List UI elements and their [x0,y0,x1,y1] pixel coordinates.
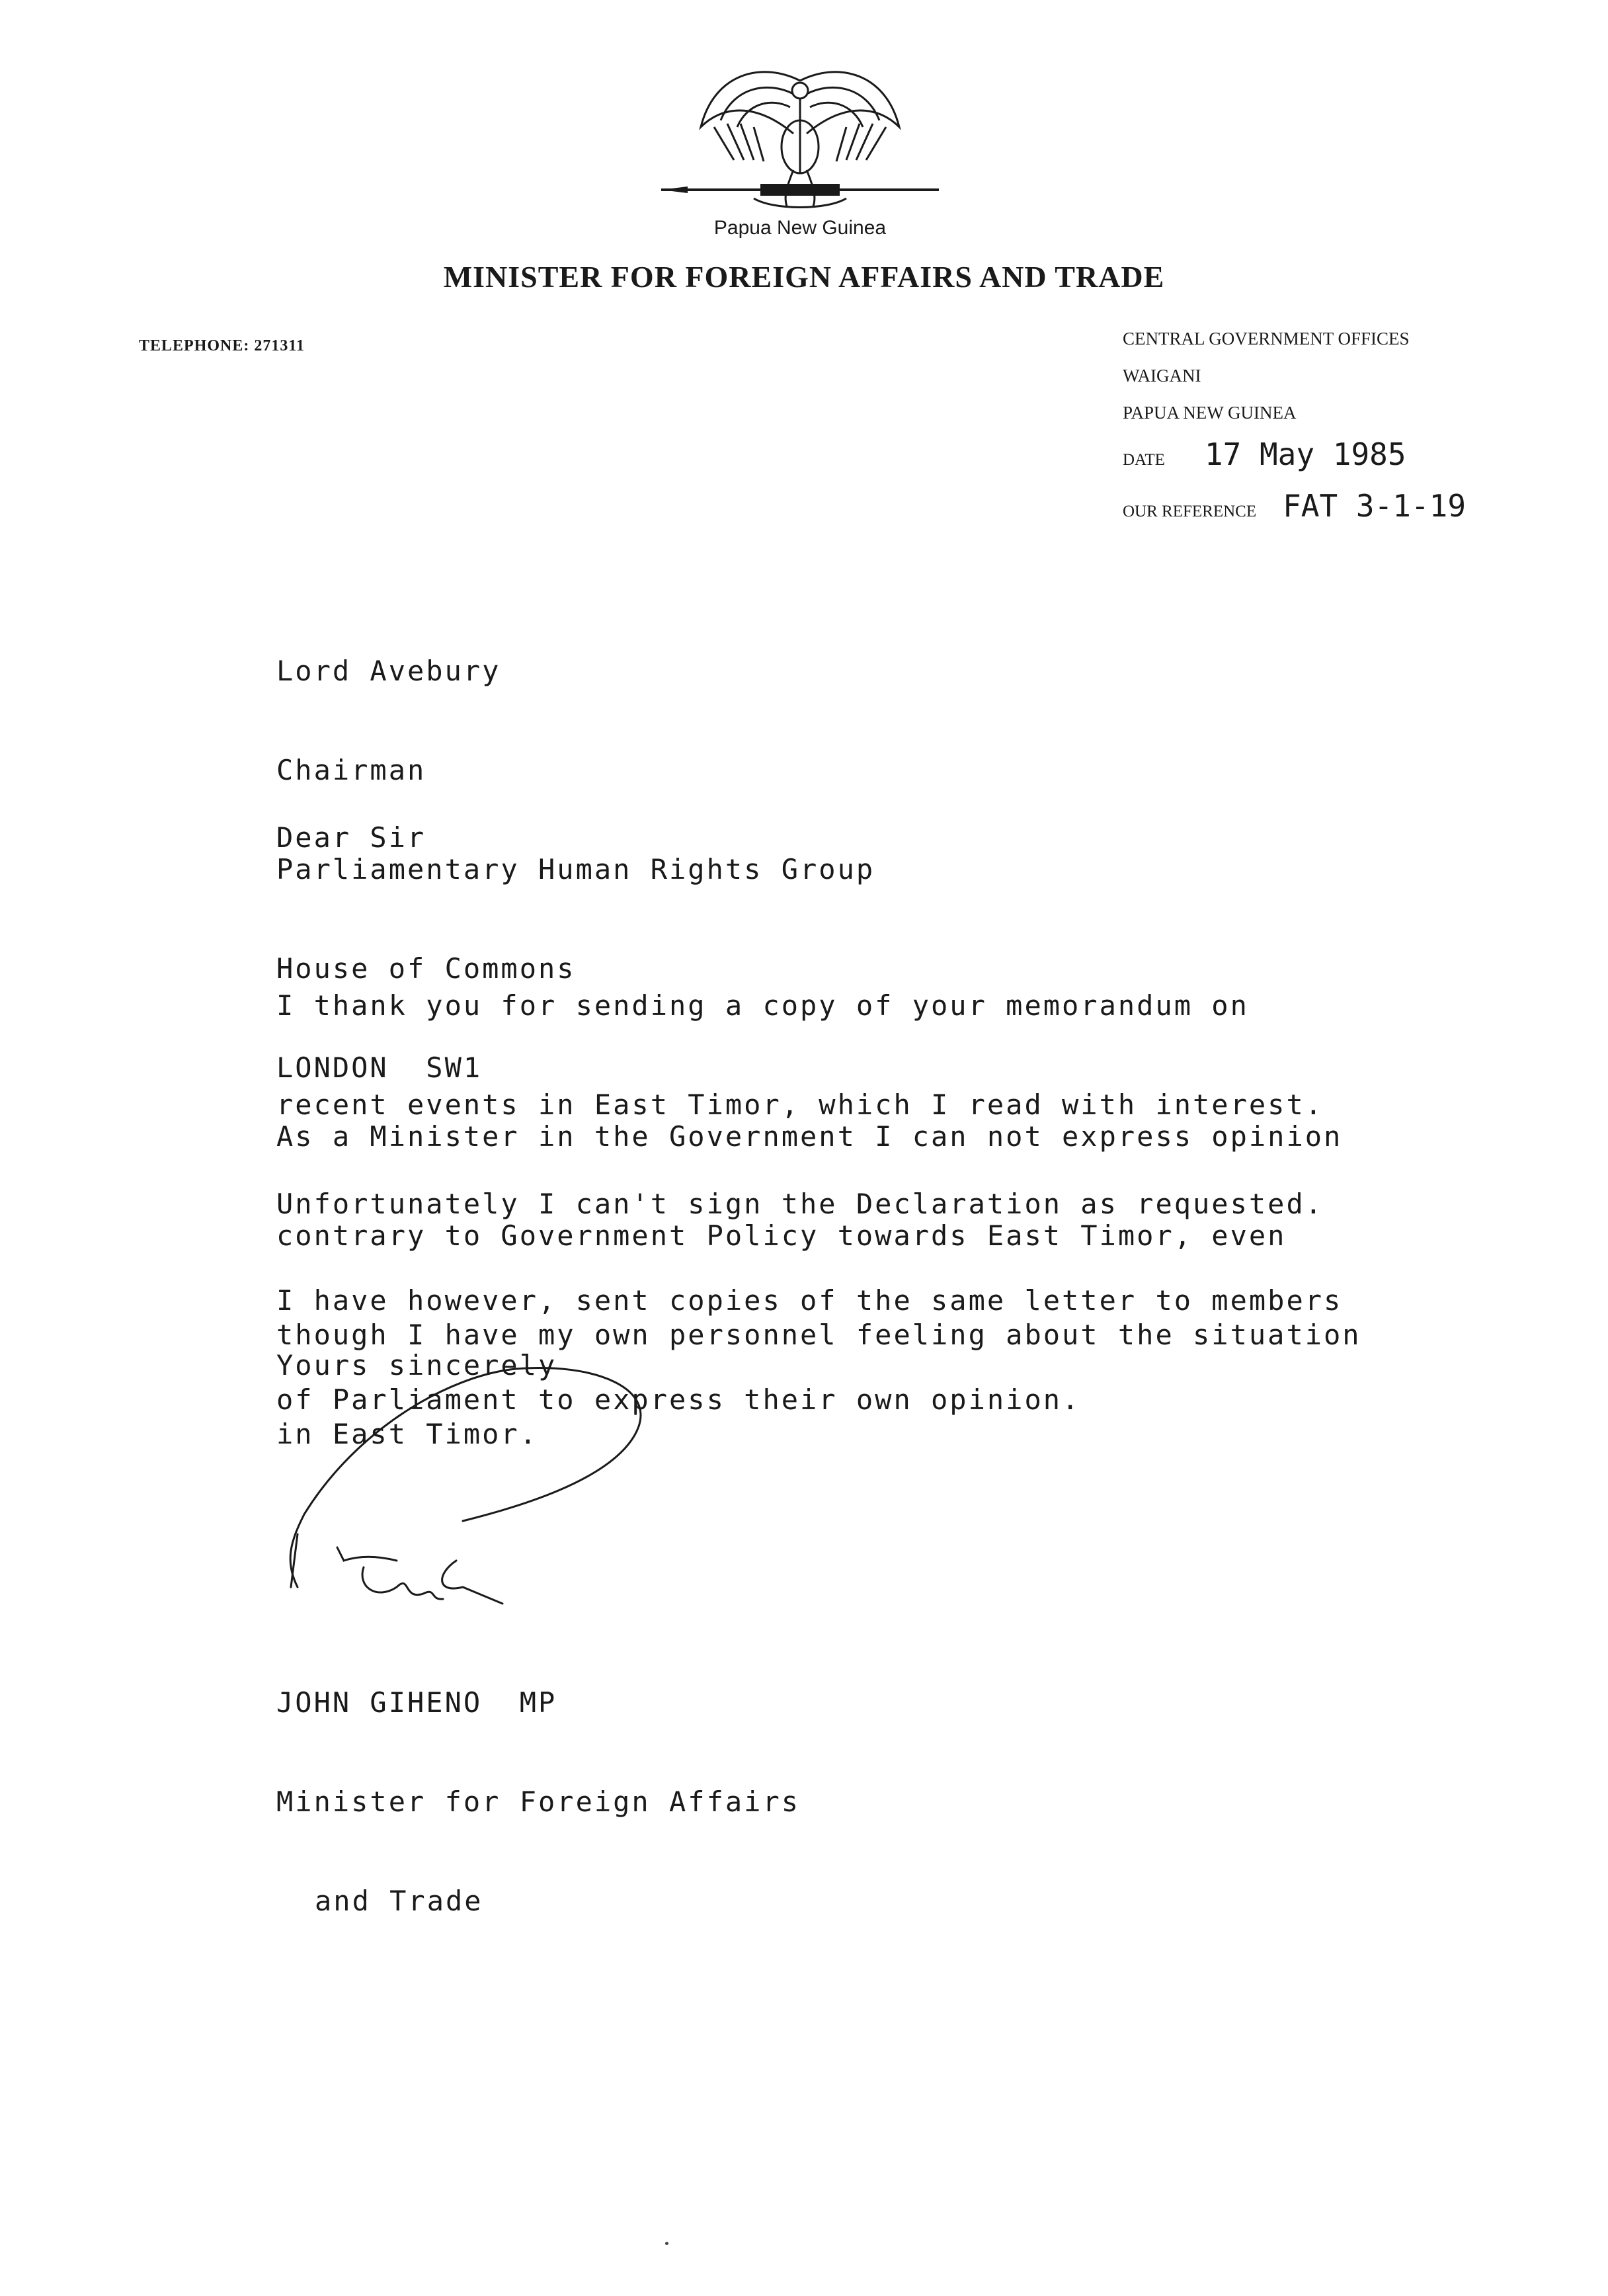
salutation: Dear Sir [276,821,426,854]
signatory-name: JOHN GIHENO MP [276,1686,557,1719]
body-line: As a Minister in the Government I can not express opinion [276,1120,1343,1153]
body-line: I thank you for sending a copy of your memorandum on [276,989,1249,1022]
reference-row [1123,488,1466,524]
closing: Yours sincerely [276,1349,557,1381]
sender-address [1123,325,1410,436]
letter-date: 17 May 1985 [1204,436,1406,472]
address-line: CENTRAL GOVERNMENT OFFICES [1123,329,1410,348]
body-line: contrary to Government Policy towards East Timor, even [276,1219,1287,1252]
body-line: I have however, sent copies of the same letter to members [276,1284,1343,1317]
telephone-number: TELEPHONE: 271311 [139,337,305,354]
body-line: of Parliament to express their own opinion. [276,1383,1081,1416]
papua-new-guinea-emblem [661,54,939,246]
signatory-title: and Trade [315,1885,483,1917]
recipient-line: House of Commons [276,952,576,985]
body-line: though I have my own personnel feeling about the situation [276,1319,1361,1351]
date-label: DATE [1123,451,1165,469]
signatory-title: Minister for Foreign Affairs [276,1785,801,1818]
emblem-caption: Papua New Guinea [713,217,887,239]
body-line: in East Timor. [276,1418,539,1450]
recipient-line: Lord Avebury [276,655,501,687]
body-line: Unfortunately I can't sign the Declaration as requested. [276,1188,1324,1220]
signatory-block [276,1620,800,1951]
date-row [1123,436,1406,472]
recipient-line: Chairman [276,754,426,786]
letterhead-title: MINISTER FOR FOREIGN AFFAIRS AND TRADE [443,260,1165,294]
reference-number: FAT 3-1-19 [1283,488,1467,524]
handwritten-signature [264,1349,674,1614]
recipient-line: Parliamentary Human Rights Group [276,853,875,885]
body-line: recent events in East Timor, which I read with interest. [276,1088,1324,1121]
recipient-line: LONDON SW1 [276,1051,483,1084]
reference-label: OUR REFERENCE [1123,503,1257,520]
address-line: PAPUA NEW GUINEA [1123,403,1297,423]
address-line: WAIGANI [1123,366,1201,386]
stray-mark [665,2242,668,2245]
